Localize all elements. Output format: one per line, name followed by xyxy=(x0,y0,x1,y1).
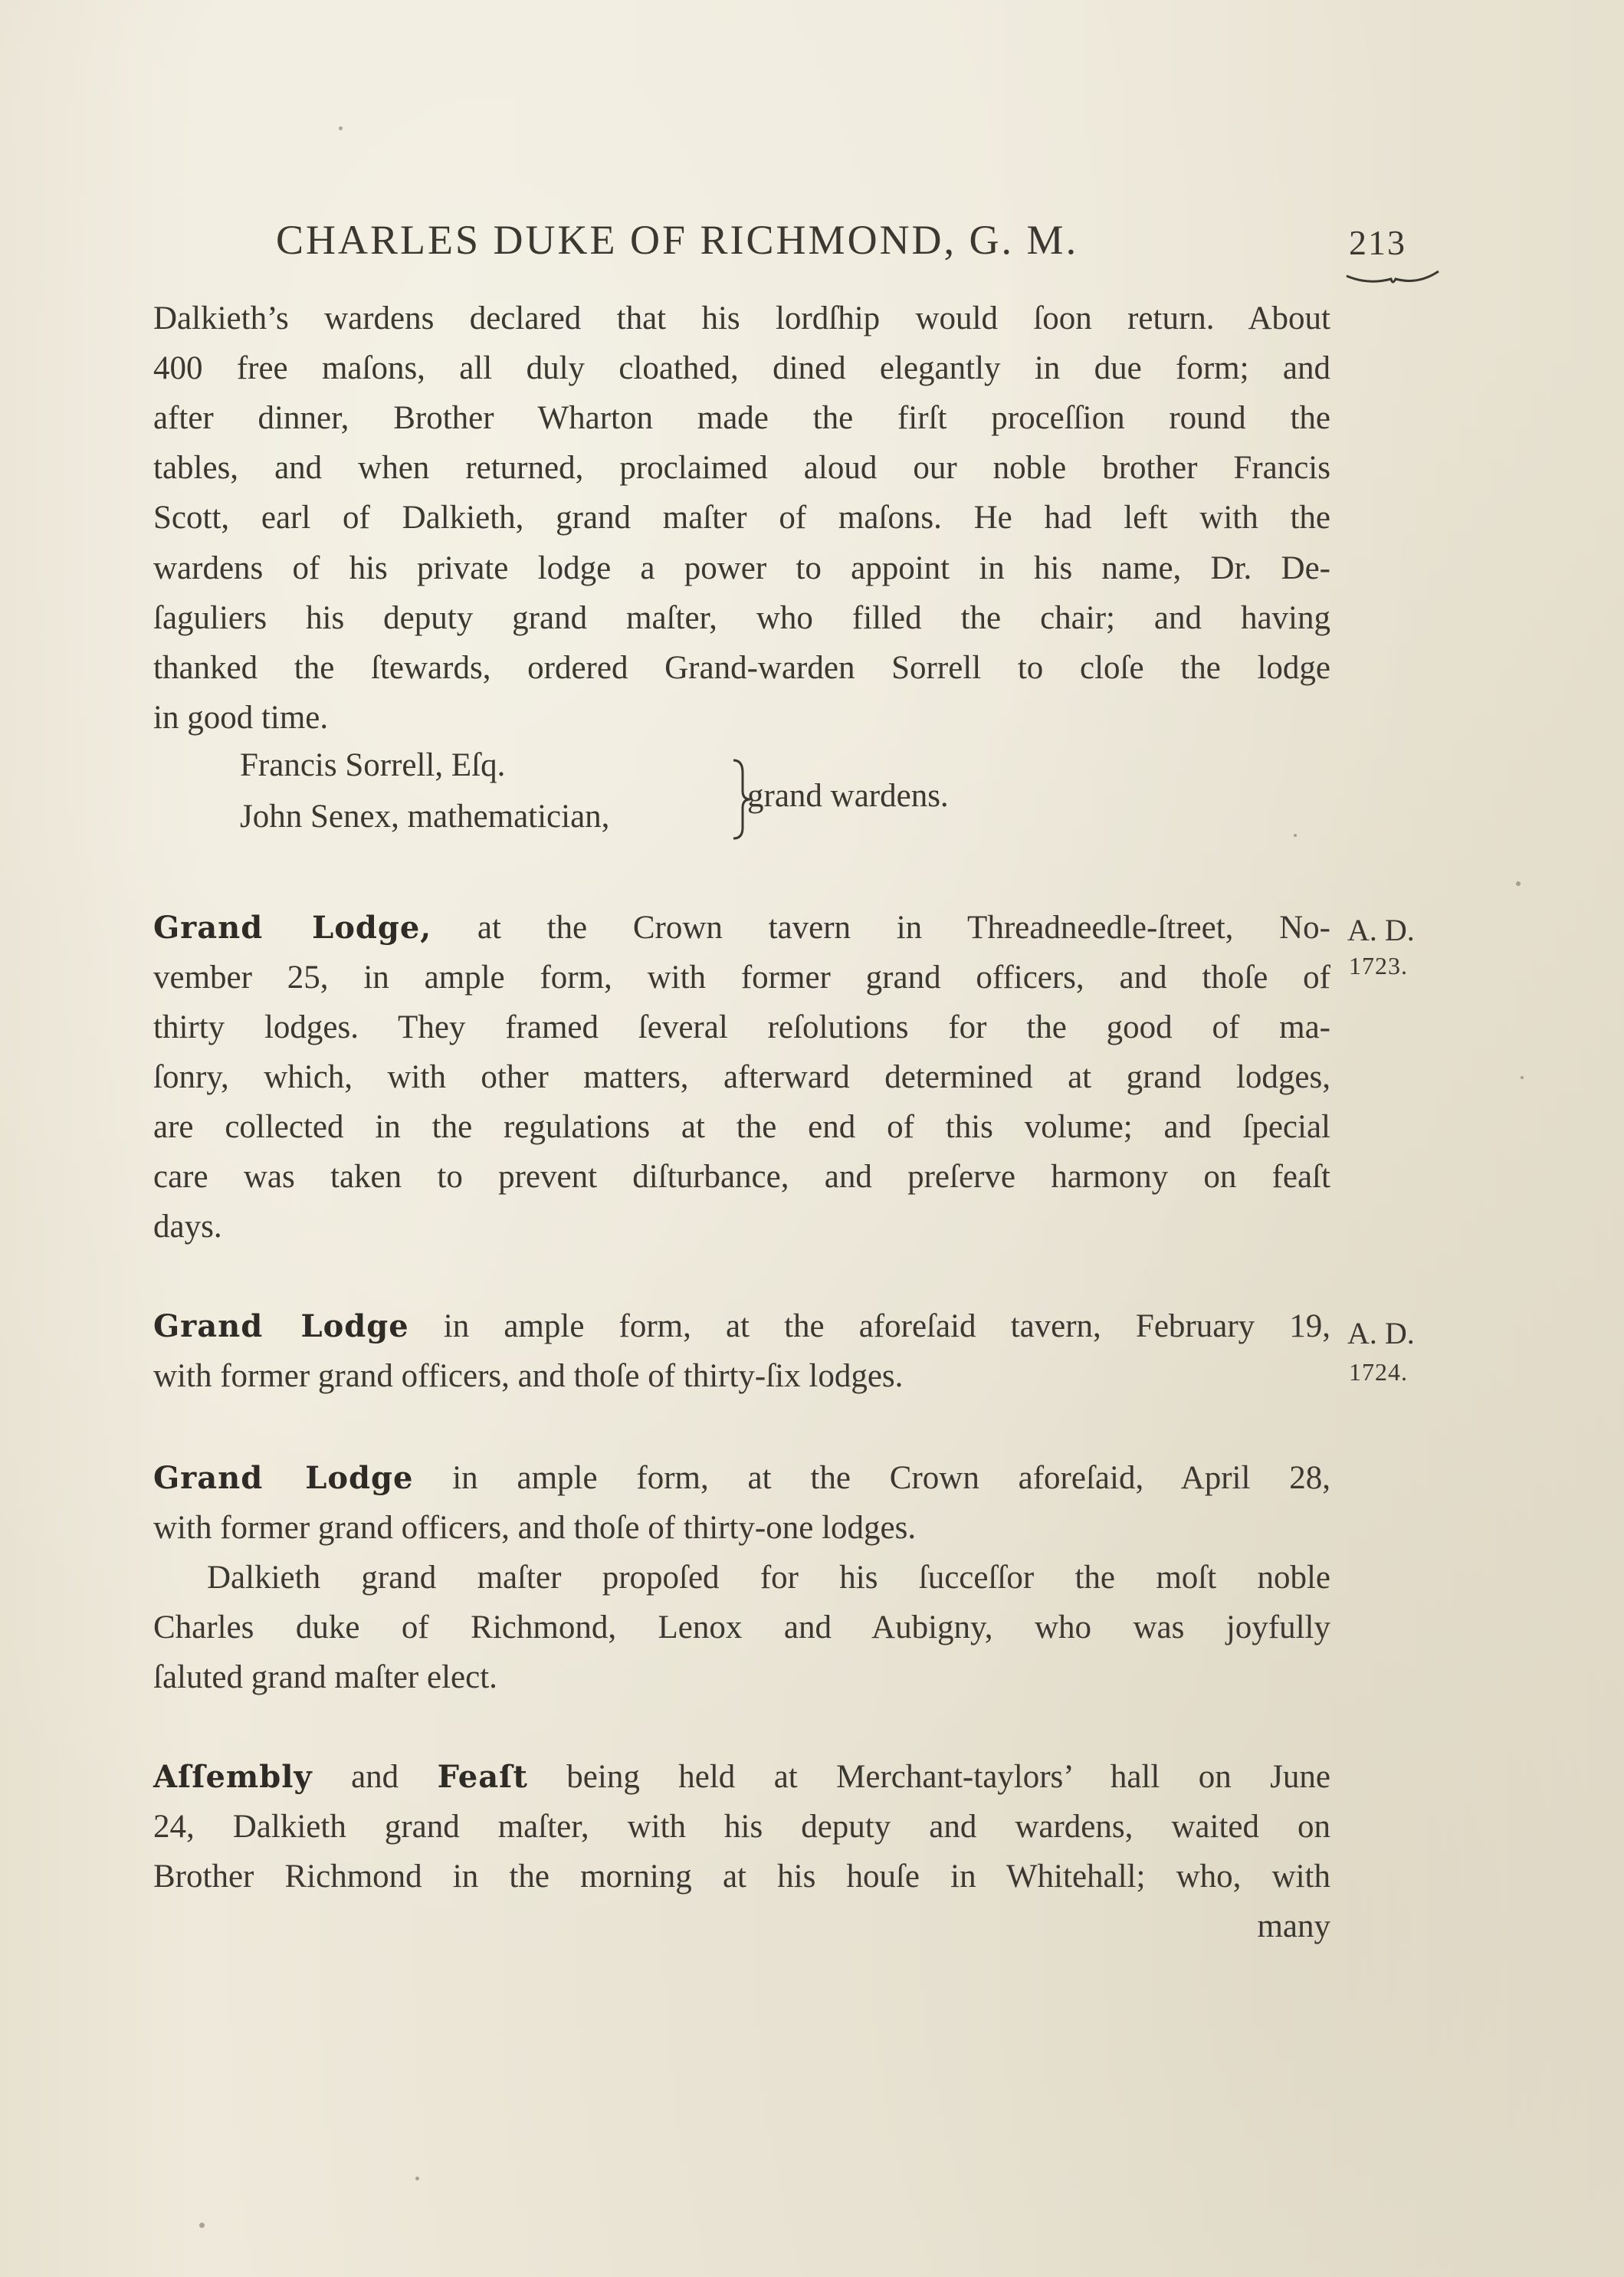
paper-speck xyxy=(199,2223,205,2228)
paragraph-text: at the Crown tavern in Threadneedle-ſtreet, No- xyxy=(431,910,1330,946)
paragraph-line: Scott, earl of Dalkieth, grand maſter of maſons. He had left with the xyxy=(153,500,1330,536)
section-heading: Feaſt xyxy=(437,1759,528,1795)
paper-speck xyxy=(1521,1076,1524,1079)
margin-anno-domini: A. D. xyxy=(1347,913,1415,947)
margin-anno-domini: A. D. xyxy=(1347,1316,1415,1350)
paragraph-line: thanked the ſtewards, ordered Grand-warden Sorrell to cloſe the lodge xyxy=(153,650,1330,686)
paragraph-line: with former grand officers, and thoſe of thirty-one lodges. xyxy=(153,1510,917,1546)
paper-speck xyxy=(415,2177,419,2180)
warden-name: John Senex, mathematician, xyxy=(240,799,610,835)
paragraph-line: Charles duke of Richmond, Lenox and Aubigny, who was joyfully xyxy=(153,1609,1330,1645)
paragraph-text: and xyxy=(312,1759,438,1795)
paragraph-line: ſonry, which, with other matters, afterward determined at grand lodges, xyxy=(153,1059,1330,1095)
paragraph-text: in ample form, at the Crown aforeſaid, April 28, xyxy=(413,1460,1330,1496)
paragraph-line: tables, and when returned, proclaimed aloud our noble brother Francis xyxy=(153,450,1330,486)
warden-name: Francis Sorrell, Eſq. xyxy=(240,747,506,783)
margin-year: 1723. xyxy=(1349,952,1408,979)
section-first-line xyxy=(153,1307,1330,1347)
page-number: 213 xyxy=(1349,223,1406,262)
section-first-line xyxy=(153,1458,1330,1498)
section-first-line xyxy=(153,908,1330,948)
section-heading: Grand Lodge, xyxy=(153,910,432,946)
paragraph-line: 400 free maſons, all duly cloathed, dined elegantly in due form; and xyxy=(153,350,1330,386)
section-first-line xyxy=(153,1757,1330,1797)
grand-wardens-label: grand wardens. xyxy=(747,778,949,814)
paragraph-line: wardens of his private lodge a power to appoint in his name, Dr. De- xyxy=(153,550,1330,586)
margin-year: 1724. xyxy=(1349,1358,1408,1386)
paragraph-line: care was taken to prevent diſturbance, and preſerve harmony on feaſt xyxy=(153,1159,1330,1195)
paragraph-text: being held at Merchant-taylors’ hall on June xyxy=(527,1759,1330,1795)
section-heading: Aſſembly xyxy=(153,1759,313,1795)
paragraph-line: with former grand officers, and thoſe of thirty-ſix lodges. xyxy=(153,1358,904,1394)
paragraph-line: thirty lodges. They framed ſeveral reſolutions for the good of ma- xyxy=(153,1009,1330,1045)
paragraph-line: are collected in the regulations at the end of this volume; and ſpecial xyxy=(153,1109,1330,1145)
paragraph-text: in ample form, at the aforeſaid tavern, February 19, xyxy=(408,1308,1330,1344)
paragraph-line: Dalkieth’s wardens declared that his lordſhip would ſoon return. About xyxy=(153,300,1330,336)
paragraph-line: Brother Richmond in the morning at his houſe in Whitehall; who, with xyxy=(153,1859,1330,1895)
paper-speck xyxy=(1294,834,1297,837)
paragraph-line: ſaguliers his deputy grand maſter, who filled the chair; and having xyxy=(153,600,1330,636)
paper-speck xyxy=(339,126,343,130)
paragraph-line: days. xyxy=(153,1209,222,1245)
paragraph-line: after dinner, Brother Wharton made the firſt proceſſion round the xyxy=(153,400,1330,436)
page-number-underline xyxy=(1345,268,1441,288)
paragraph-line: 24, Dalkieth grand maſter, with his deputy and wardens, waited on xyxy=(153,1809,1330,1845)
section-heading: Grand Lodge xyxy=(153,1460,414,1496)
catchword: many xyxy=(1257,1908,1330,1944)
paragraph-line: Dalkieth grand maſter propoſed for his ſucceſſor the moſt noble xyxy=(207,1560,1330,1596)
running-head: CHARLES DUKE OF RICHMOND, G. M. xyxy=(276,217,1079,263)
paragraph-line: ſaluted grand maſter elect. xyxy=(153,1659,497,1695)
section-heading: Grand Lodge xyxy=(153,1308,409,1344)
paper-speck xyxy=(1516,881,1521,886)
paragraph-line: in good time. xyxy=(153,700,329,736)
paragraph-line: vember 25, in ample form, with former grand officers, and thoſe of xyxy=(153,960,1330,996)
